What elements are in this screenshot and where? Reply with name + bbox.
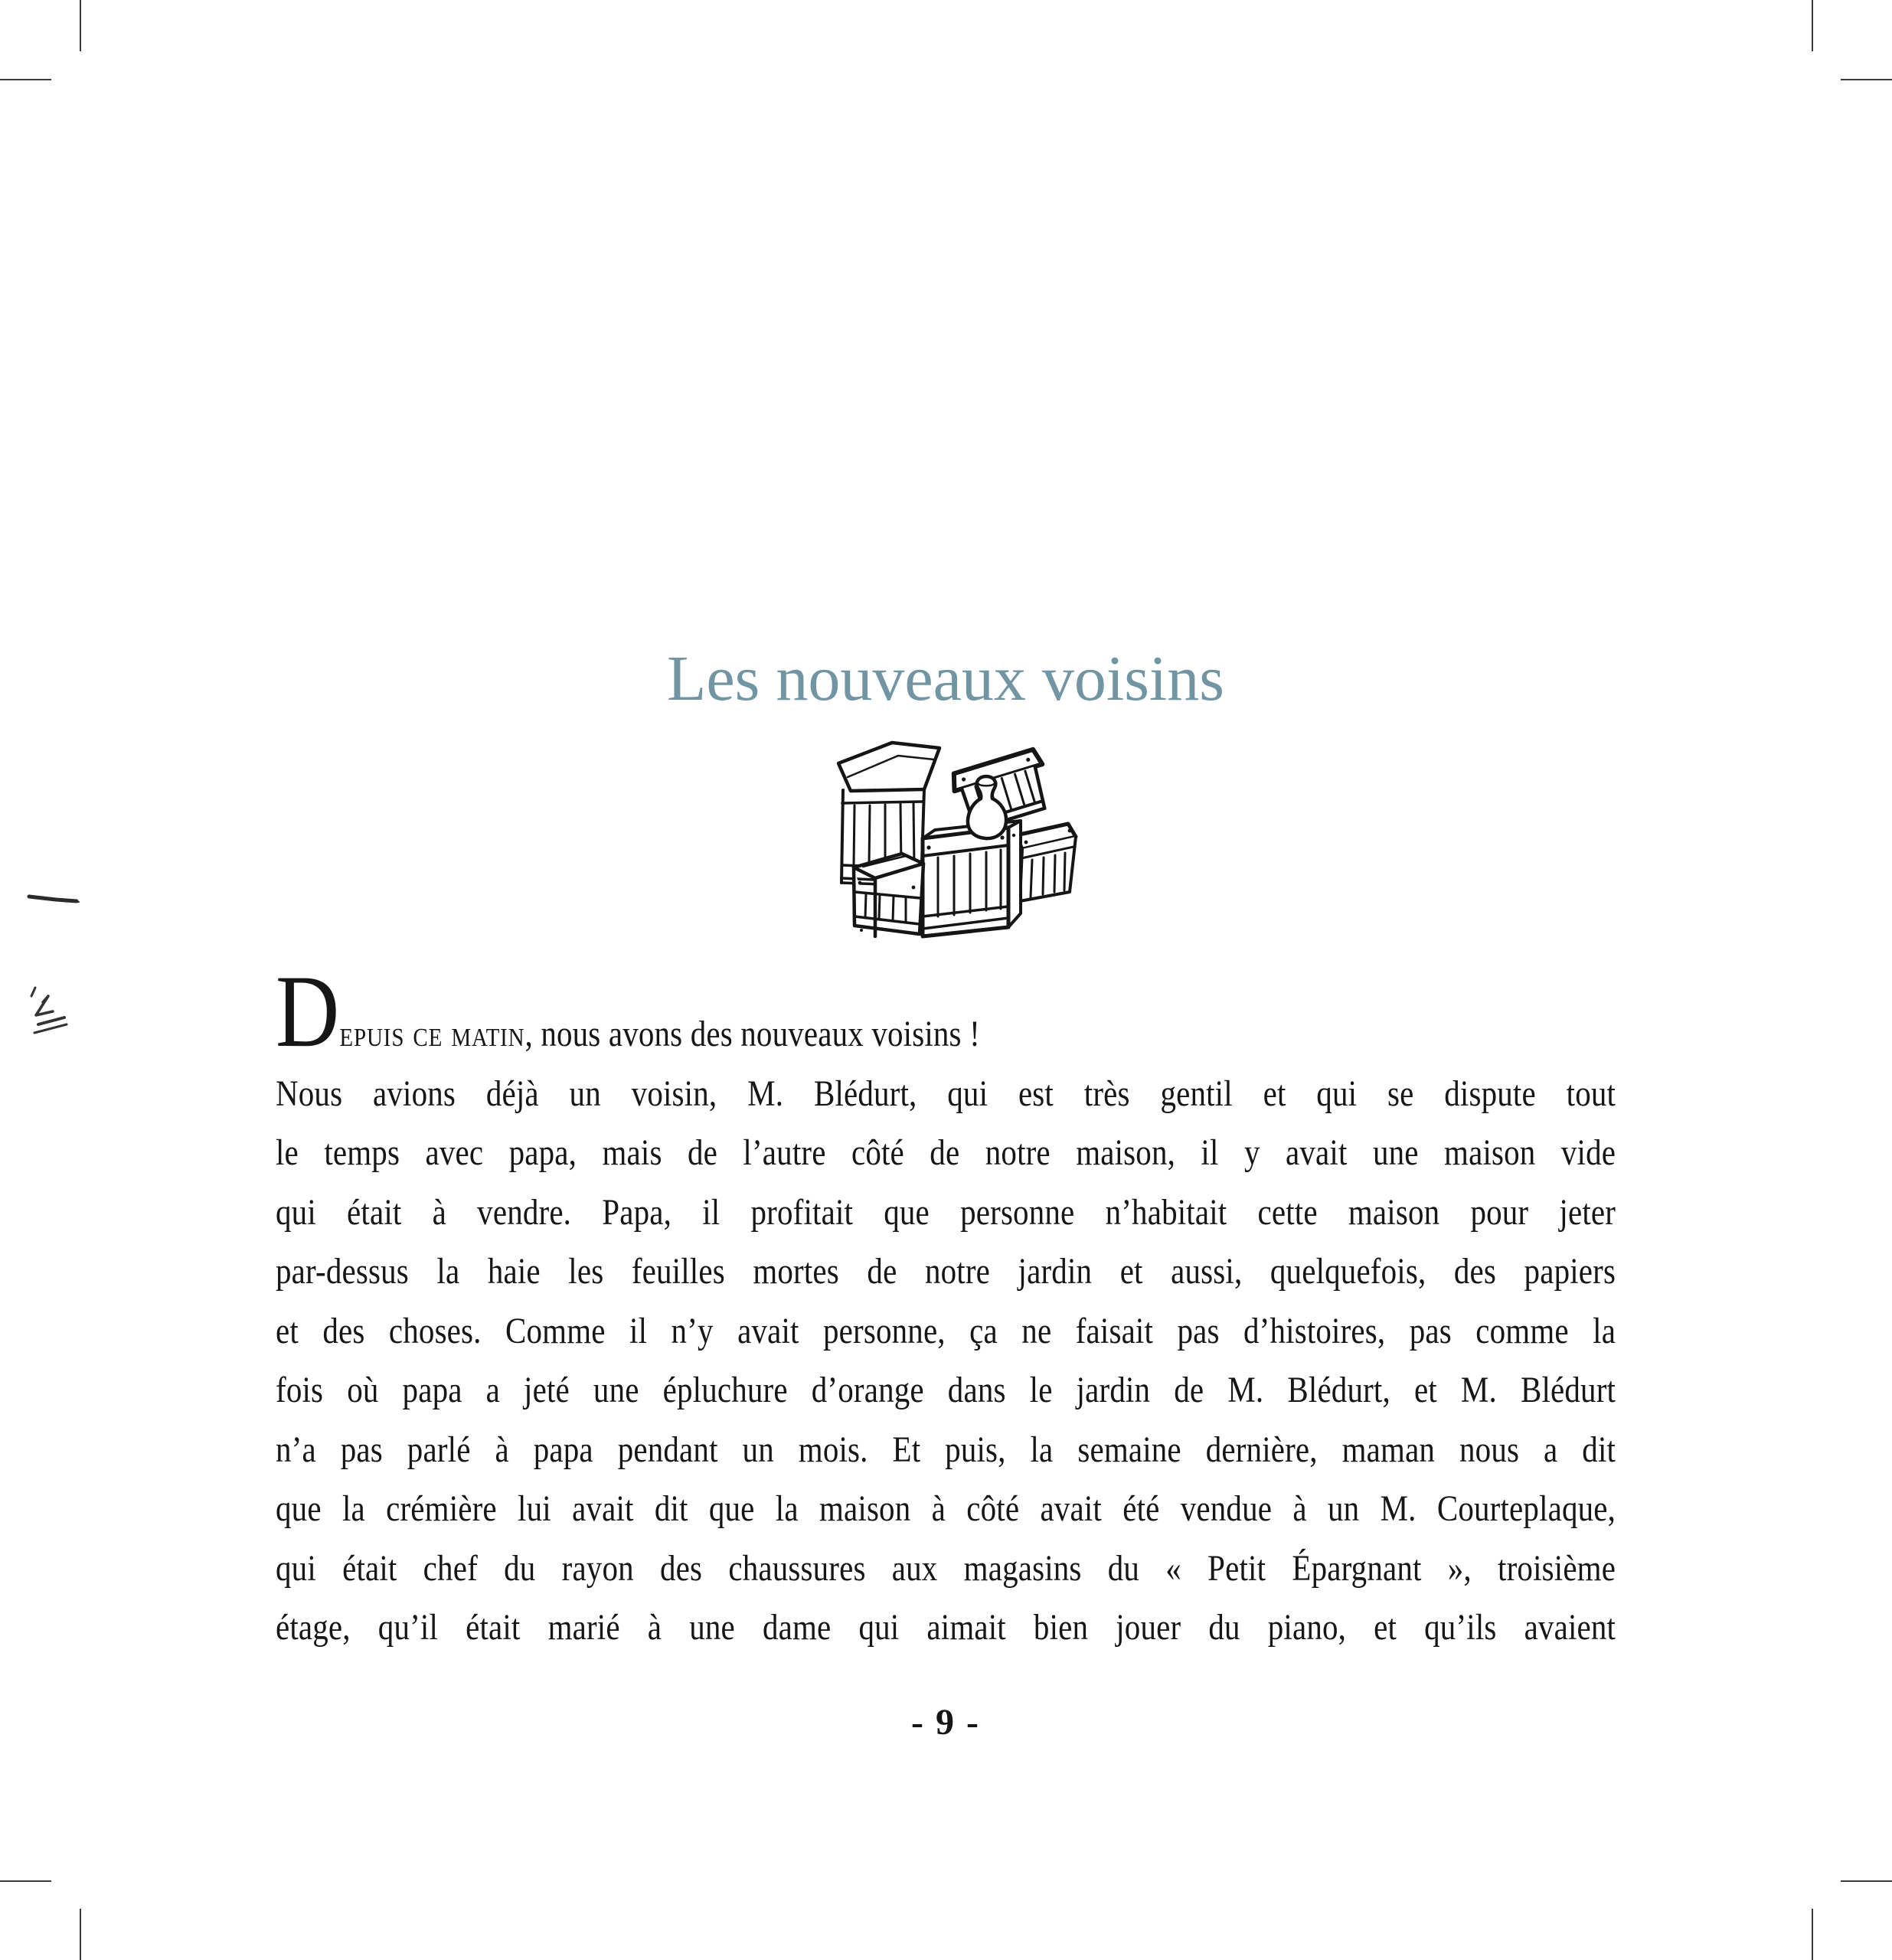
page-title: Les nouveaux voisins bbox=[667, 643, 1224, 715]
body-line: Nous avions déjà un voisin, M. Blédurt, qui est très gentil et qui se dispute tout bbox=[276, 1073, 1616, 1114]
body-line: étage, qu’il était marié à une dame qui aimait bien jouer du piano, et qu’ils avaient bbox=[276, 1607, 1616, 1648]
body-paragraphs bbox=[276, 955, 1616, 1658]
crop-mark-top-left-vertical bbox=[80, 0, 81, 51]
crate-front-left bbox=[854, 854, 923, 936]
body-line: et des choses. Comme il n’y avait personne, ça ne faisait pas d’histoires, pas comme la bbox=[276, 1310, 1616, 1351]
crop-mark-top-left-horizontal bbox=[0, 79, 51, 80]
crop-mark-bottom-right-vertical bbox=[1812, 1909, 1813, 1960]
body-line-dropcap bbox=[276, 955, 1616, 1069]
body-line: n’a pas parlé à papa pendant un mois. Et puis, la semaine dernière, maman nous a dit bbox=[276, 1429, 1616, 1470]
small-caps-text: epuis ce matin bbox=[339, 1014, 525, 1054]
crate-center bbox=[923, 821, 1021, 936]
crate-right bbox=[1016, 824, 1076, 901]
pencil-smudge-marks bbox=[19, 880, 88, 1045]
body-line: qui était chef du rayon des chaussures aux magasins du « Petit Épargnant », troisième bbox=[276, 1547, 1616, 1589]
crop-mark-bottom-left-vertical bbox=[80, 1909, 81, 1960]
page-number: - 9 - bbox=[911, 1702, 980, 1743]
body-line: fois où papa a jeté une épluchure d’orange dans le jardin de M. Blédurt, et M. Blédurt bbox=[276, 1370, 1616, 1410]
crates-illustration bbox=[777, 708, 1118, 969]
first-line-rest: , nous avons des nouveaux voisins ! bbox=[524, 1014, 980, 1054]
body-line: par-dessus la haie les feuilles mortes de notre jardin et aussi, quelquefois, des papiers bbox=[276, 1251, 1616, 1292]
crop-mark-top-right-vertical bbox=[1812, 0, 1813, 51]
crop-mark-bottom-right-horizontal bbox=[1841, 1880, 1892, 1882]
body-line: le temps avec papa, mais de l’autre côté de notre maison, il y avait une maison vide bbox=[276, 1132, 1616, 1173]
body-line: que la crémière lui avait dit que la maison à côté avait été vendue à un M. Courteplaque, bbox=[276, 1488, 1616, 1529]
drop-cap: D bbox=[276, 955, 340, 1069]
body-line: qui était à vendre. Papa, il profitait que personne n’habitait cette maison pour jeter bbox=[276, 1191, 1616, 1233]
crop-mark-top-right-horizontal bbox=[1841, 79, 1892, 80]
crop-mark-bottom-left-horizontal bbox=[0, 1880, 51, 1882]
